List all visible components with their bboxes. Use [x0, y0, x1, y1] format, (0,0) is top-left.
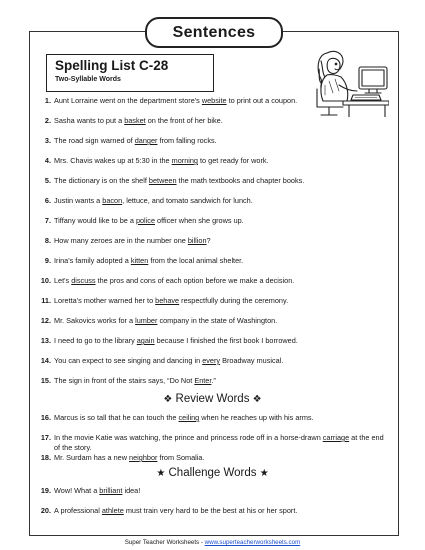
sentence-number: 16.	[40, 413, 51, 422]
sentence-text	[54, 506, 388, 516]
sentence-text-after: from the local animal shelter.	[148, 256, 244, 265]
spelling-word: discuss	[71, 276, 96, 285]
sentence-number: 10.	[40, 276, 51, 285]
sentence-number: 8.	[44, 236, 51, 245]
sentence-text-after: from Somalia.	[157, 453, 205, 462]
sentence-number: 11.	[41, 296, 51, 305]
challenge-heading	[0, 467, 425, 479]
spelling-list-title: Spelling List C-28	[55, 58, 169, 73]
sentence-text-before: Justin wants a	[54, 196, 103, 205]
sentence-text-before: Let's	[54, 276, 72, 285]
spelling-word: billion	[187, 236, 207, 245]
sentence-text-after: to get ready for work.	[198, 156, 269, 165]
sentence-number: 3.	[44, 136, 51, 145]
spelling-list-box	[46, 54, 214, 92]
sentence-text-before: Sasha wants to put a	[54, 116, 125, 125]
spelling-word: morning	[171, 156, 198, 165]
sentence-text	[54, 356, 388, 366]
spelling-word: neighbor	[129, 453, 158, 462]
star-icon: ★	[259, 468, 269, 479]
spelling-word: website	[201, 96, 227, 105]
sentence-text	[54, 216, 388, 226]
spelling-word: every	[202, 356, 221, 365]
sentence-text-before: I need to go to the library	[54, 336, 137, 345]
sentence-text	[54, 96, 388, 106]
sentence-text-after: idea!	[122, 486, 141, 495]
sentence-text	[54, 336, 388, 346]
sentence-number: 6.	[44, 196, 51, 205]
sentence-text-after: respectfully during the ceremony.	[179, 296, 289, 305]
sentence-text-before: How many zeroes are in the number one	[54, 236, 188, 245]
review-heading-text: Review Words	[172, 393, 253, 405]
sentence-number: 1.	[44, 96, 51, 105]
sentence-number: 14.	[40, 356, 51, 365]
footer-text: Super Teacher Worksheets -	[124, 539, 205, 546]
sentence-text	[54, 413, 388, 423]
sentence-text-after: .”	[211, 376, 216, 385]
sentence-text-after: officer when she grows up.	[155, 216, 244, 225]
spelling-word: bacon	[102, 196, 123, 205]
sentence-number: 7.	[44, 216, 51, 225]
sentence-text	[54, 433, 388, 452]
diamond-icon: ❖	[163, 394, 173, 405]
sentence-text	[54, 453, 388, 463]
diamond-icon: ❖	[252, 394, 262, 405]
sentence-text-before: The sign in front of the stairs says, “Do Not	[54, 376, 195, 385]
sentence-text-after: from falling rocks.	[157, 136, 217, 145]
sentence-text	[54, 316, 388, 326]
sentence-text-after: Broadway musical.	[220, 356, 284, 365]
footer	[0, 539, 425, 546]
spelling-word: lumber	[135, 316, 158, 325]
spelling-word: danger	[134, 136, 158, 145]
review-heading	[0, 393, 425, 405]
girl-at-computer-icon	[313, 45, 389, 117]
spelling-word: basket	[124, 116, 146, 125]
star-icon: ★	[156, 468, 166, 479]
sentence-text	[54, 486, 388, 496]
sentence-number: 15.	[40, 376, 51, 385]
sentence-text-before: Aunt Lorraine went on the department store's	[54, 96, 202, 105]
sentence-text-before: Marcus is so tall that he can touch the	[54, 413, 179, 422]
sentence-text-after: the pros and cons of each option before we make a decision.	[95, 276, 295, 285]
sentence-text-after: the math textbooks and chapter books.	[176, 176, 305, 185]
spelling-word: between	[148, 176, 177, 185]
spelling-word: police	[135, 216, 156, 225]
sentence-number: 9.	[44, 256, 51, 265]
sentence-text-before: You can expect to see singing and dancing in	[54, 356, 203, 365]
sentence-text-after: must train very hard to be the best at his or her sport.	[123, 506, 298, 515]
sentence-text	[54, 276, 388, 286]
sentence-text-before: The road sign warned of	[54, 136, 135, 145]
sentence-text-before: A professional	[54, 506, 102, 515]
sentence-number: 19.	[40, 486, 51, 495]
spelling-word: athlete	[101, 506, 124, 515]
sentence-text-after: to print out a coupon.	[226, 96, 298, 105]
sentence-text	[54, 256, 388, 266]
sentence-text-before: Mr. Sakovics works for a	[54, 316, 136, 325]
sentence-text	[54, 176, 388, 186]
sentence-text	[54, 116, 388, 126]
sentence-text	[54, 376, 388, 386]
sentence-text-before: Wow! What a	[54, 486, 100, 495]
spelling-word: carriage	[322, 433, 350, 442]
sentence-number: 18.	[40, 453, 51, 462]
sentence-text-before: Tiffany would like to be a	[54, 216, 136, 225]
sentence-number: 20.	[40, 506, 51, 515]
sentence-text-after: on the front of her bike.	[145, 116, 223, 125]
spelling-word: Enter	[194, 376, 212, 385]
sentence-text	[54, 236, 388, 246]
spelling-word: again	[136, 336, 155, 345]
spelling-list-subtitle: Two-Syllable Words	[55, 76, 121, 83]
page-title: Sentences	[145, 17, 283, 48]
sentence-number: 4.	[44, 156, 51, 165]
sentence-text	[54, 136, 388, 146]
sentence-number: 5.	[44, 176, 51, 185]
sentence-text	[54, 296, 388, 306]
sentence-text-before: In the movie Katie was watching, the prince and princess rode off in a horse-drawn	[54, 433, 323, 442]
spelling-word: ceiling	[178, 413, 200, 422]
footer-link[interactable]: www.superteacherworksheets.com	[204, 539, 301, 546]
sentence-number: 13.	[40, 336, 51, 345]
spelling-word: brilliant	[99, 486, 123, 495]
sentence-text-before: Irina's family adopted a	[54, 256, 131, 265]
sentence-number: 17.	[40, 433, 51, 442]
sentence-number: 2.	[44, 116, 51, 125]
sentence-text-after: when he reaches up with his arms.	[199, 413, 314, 422]
spelling-word: kitten	[130, 256, 149, 265]
sentence-text-before: The dictionary is on the shelf	[54, 176, 149, 185]
sentence-number: 12.	[40, 316, 51, 325]
sentence-text-after: because I finished the first book I borrowed.	[154, 336, 298, 345]
sentence-text-before: Mrs. Chavis wakes up at 5:30 in the	[54, 156, 172, 165]
sentence-text-after: company in the state of Washington.	[157, 316, 278, 325]
challenge-heading-text: Challenge Words	[165, 467, 260, 479]
sentence-text-after: , lettuce, and tomato sandwich for lunch.	[122, 196, 253, 205]
sentence-text-after: at the end of the story.	[54, 433, 384, 452]
sentence-text	[54, 196, 388, 206]
sentence-text-before: Loretta's mother warned her to	[54, 296, 156, 305]
sentence-text-after: ?	[206, 236, 211, 245]
spelling-word: behave	[155, 296, 180, 305]
sentence-text-before: Mr. Surdam has a new	[54, 453, 130, 462]
sentence-text	[54, 156, 388, 166]
